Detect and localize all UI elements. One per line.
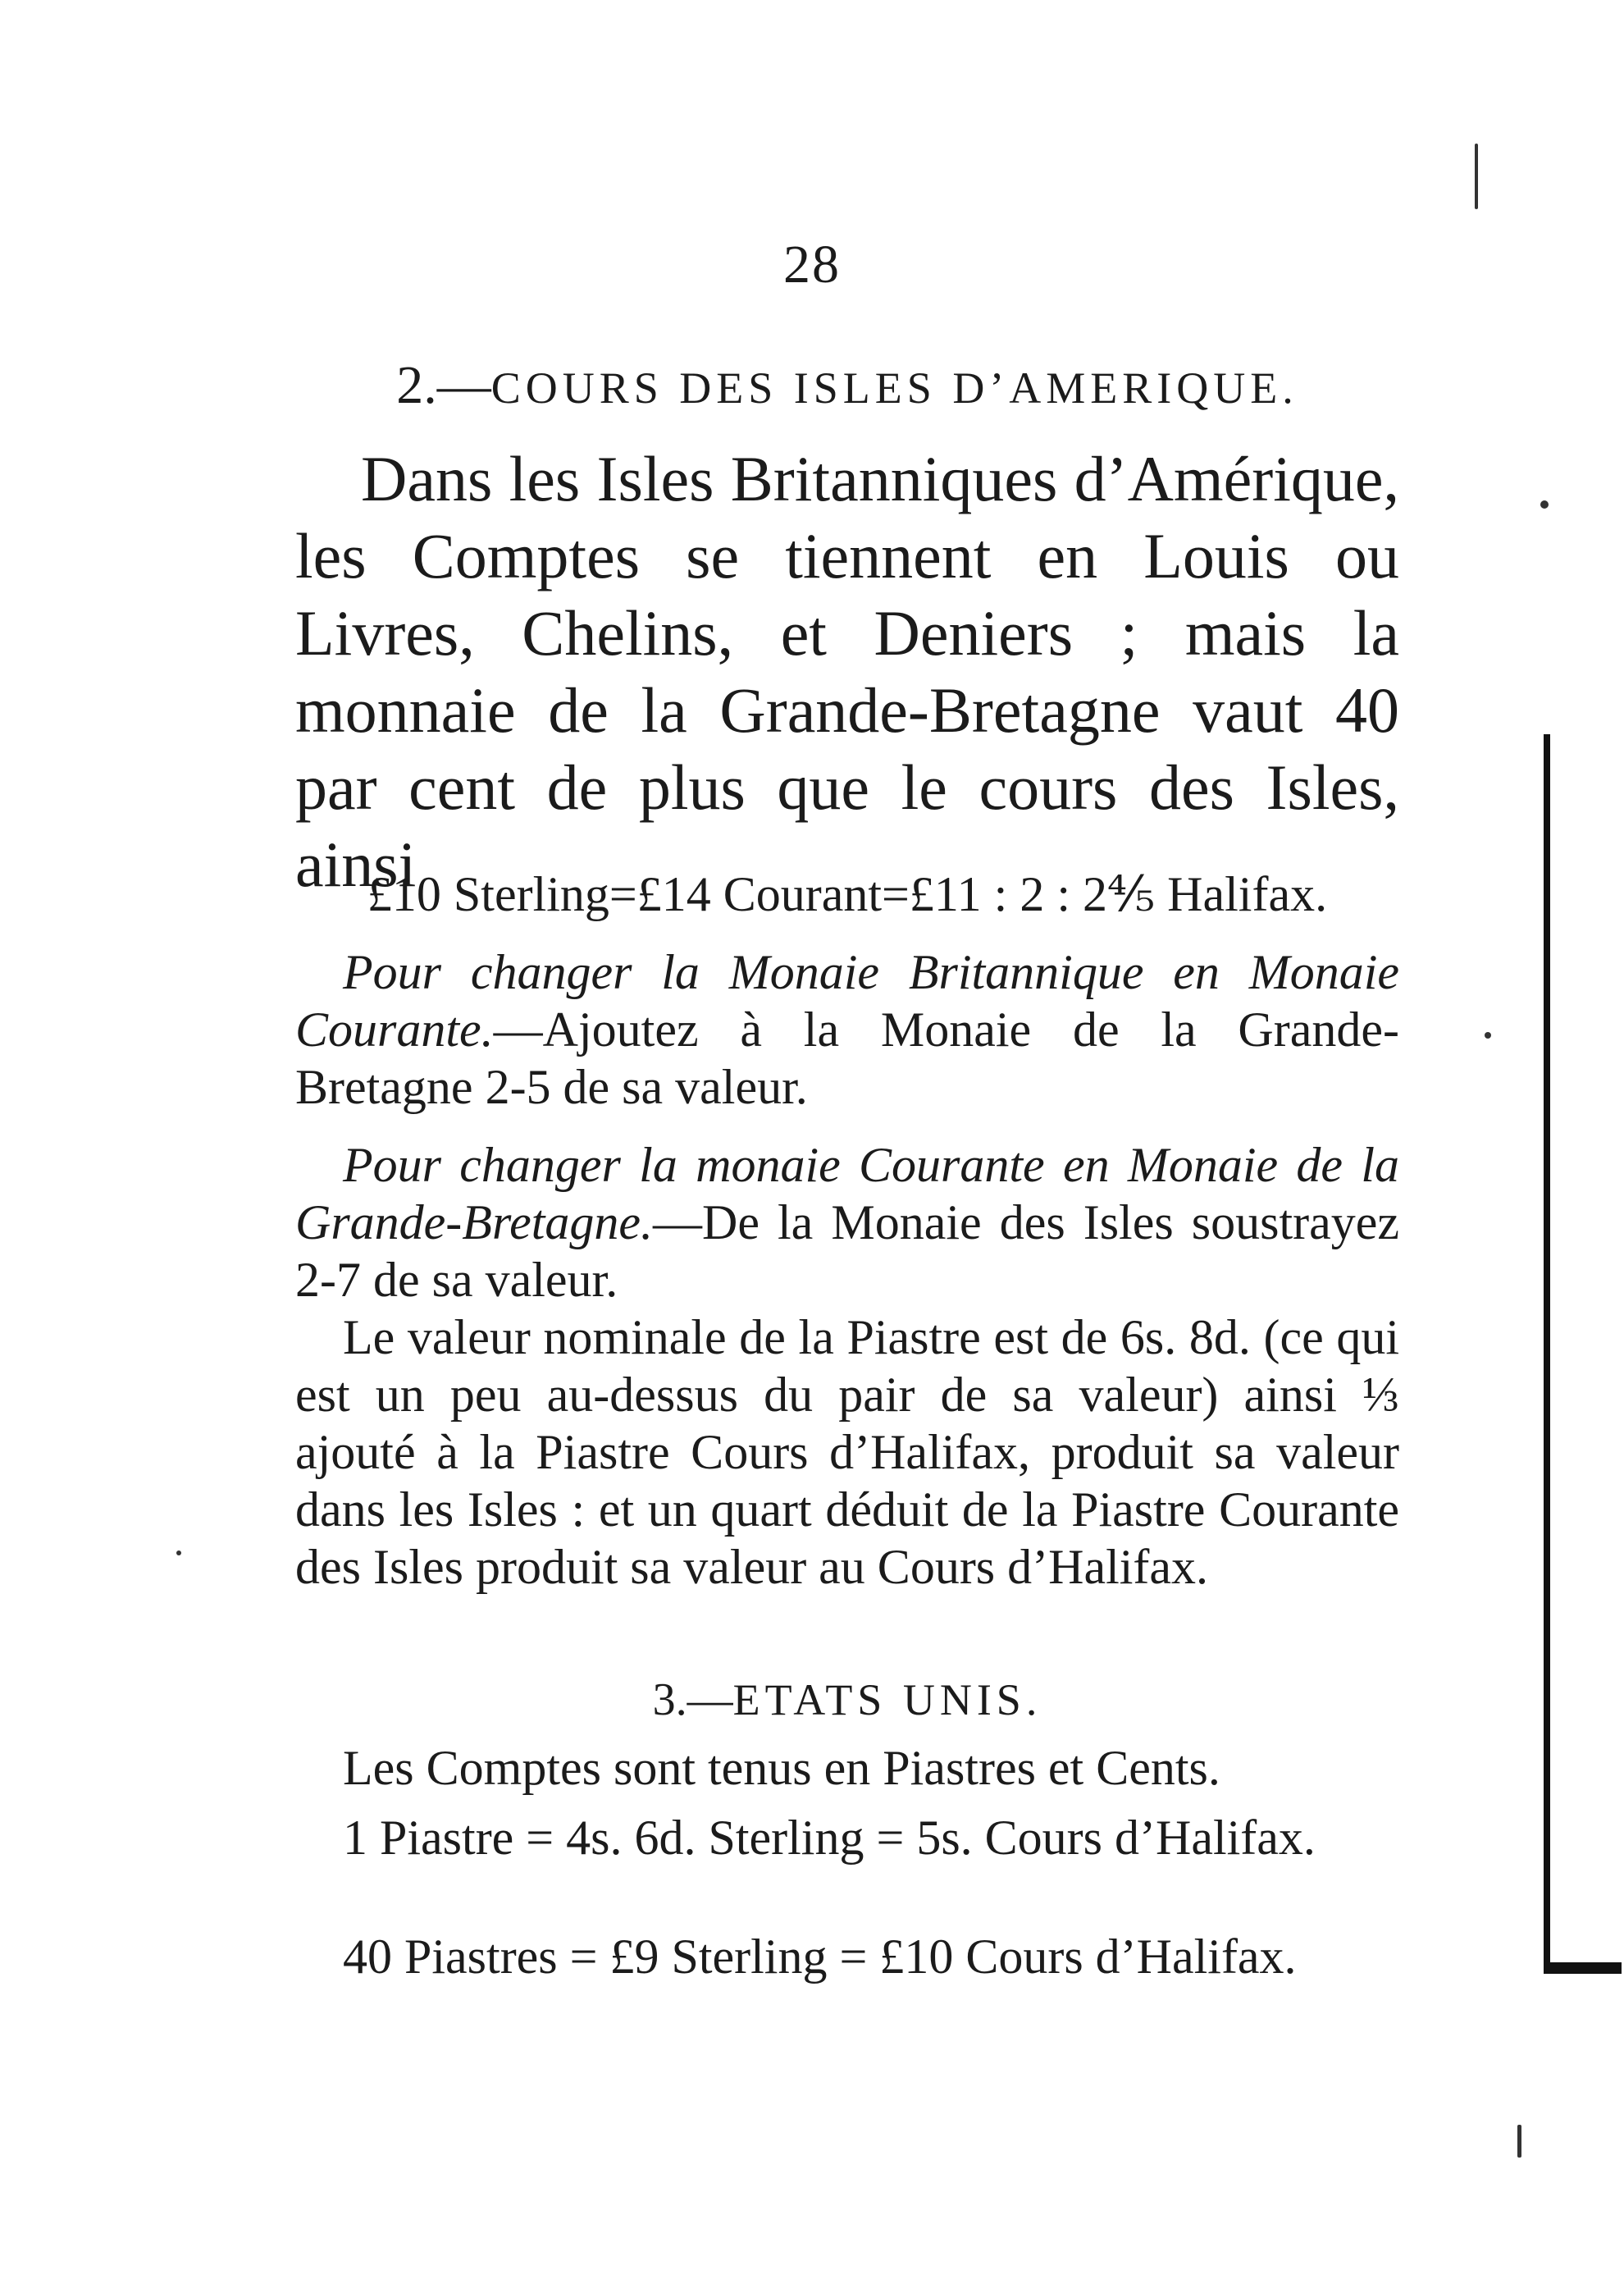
rule-1-italic: Pour changer la Monaie Britannique en Monaie Courante. [295,945,1399,1057]
piastre-paragraph: Le valeur nominale de la Piastre est de 6s. 8d. (ce qui est un peu au-dessus du pair de sa valeur) ainsi ⅓ ajouté à la Piastre Cours d’Halifax, produit sa valeur dans les Isles : et un quart déduit de la Piastre Courante des Isles produit sa valeur au Cours d’Halifax. [295,1310,1399,1594]
ink-speck [1517,2125,1521,2158]
section-3-line-1: Les Comptes sont tenus en Piastres et Cents. [343,1741,1220,1795]
rule-current-to-british [295,1136,1399,1308]
section-2-number: 2.— [396,355,491,415]
ink-speck [1475,144,1478,209]
conversion-formula: £10 Sterling=£14 Courant=£11 : 2 : 2⅘ Halifax. [367,867,1328,921]
ink-speck [1485,1032,1491,1039]
rule-2-text: —De la Monaie des Isles soustrayez 2-7 de sa valeur. [295,1195,1399,1307]
section-2-paragraph: Dans les Isles Britanniques d’Amérique, les Comptes se tiennent en Louis ou Livres, Chelins, et Deniers ; mais la monnaie de la Grande-Bretagne vaut 40 par cent de plus que le cours des Isles, ainsi [295,443,1399,900]
margin-rule-foot [1544,1962,1622,1974]
ink-speck [1540,500,1549,509]
rule-2-italic: Pour changer la monaie Courante en Monaie de la Grande-Bretagne. [295,1138,1399,1249]
section-3-line-2: 1 Piastre = 4s. 6d. Sterling = 5s. Cours d’Halifax. [343,1811,1316,1865]
page-number: 28 [783,235,841,295]
section-3-title: ETATS UNIS. [732,1675,1042,1724]
rule-1-text: —Ajoutez à la Monaie de la Grande-Bretagne 2-5 de sa valeur. [295,1002,1399,1114]
section-3-number: 3.— [652,1674,733,1725]
section-3-line-3: 40 Piastres = £9 Sterling = £10 Cours d’Halifax. [343,1930,1297,1984]
section-2-heading [295,354,1399,417]
ink-speck [176,1550,181,1555]
section-3-heading [295,1674,1399,1726]
rule-british-to-current [295,943,1399,1116]
section-2-title: COURS DES ISLES D’AMERIQUE. [490,363,1298,413]
margin-rule [1544,734,1550,1973]
